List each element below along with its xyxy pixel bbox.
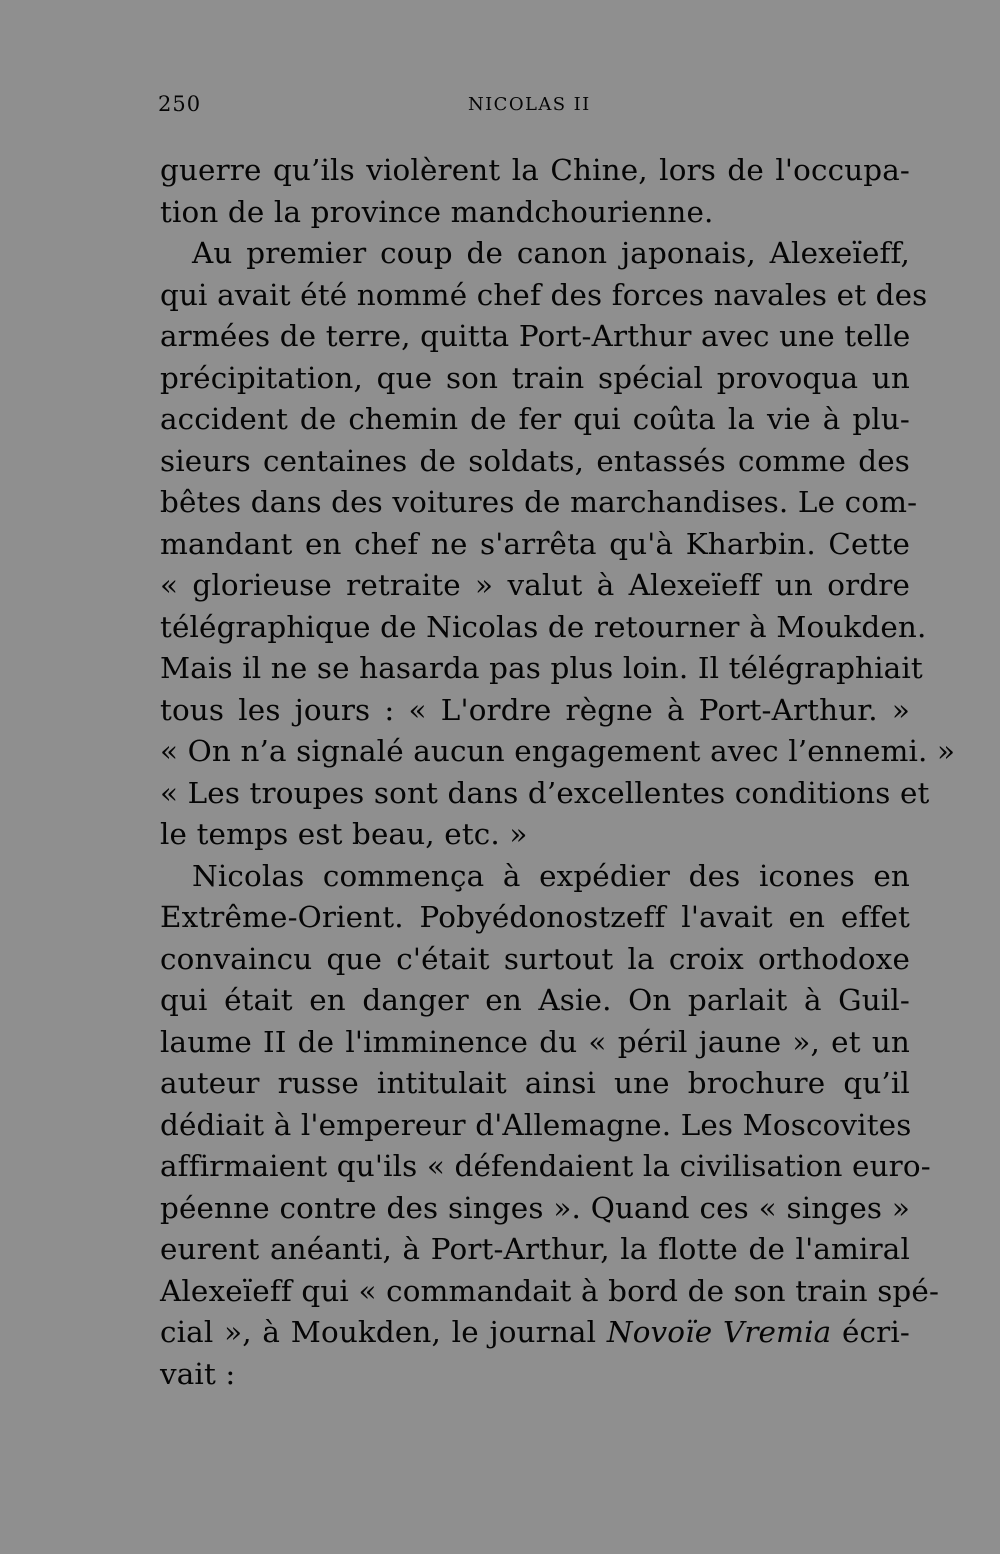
text-line: précipitation, que son train spécial provoqua un [160,360,910,395]
running-head [158,92,910,122]
text-line: qui avait été nommé chef des forces navales et des [160,277,928,312]
text-line: dédiait à l'empereur d'Allemagne. Les Moscovites [160,1107,912,1142]
text-line: laume II de l'imminence du « péril jaune », et un [160,1024,910,1059]
page-number: 250 [158,92,202,116]
text-line: Mais il ne se hasarda pas plus loin. Il télégraphiait [160,651,923,685]
text-line: « On n’a signalé aucun engagement avec l’ennemi. » [160,734,956,768]
text-line: « glorieuse retraite » valut à Alexeïeff un ordre [160,568,910,602]
text-fragment: cial », à Moukden, le journal [160,1315,597,1349]
text-line: sieurs centaines de soldats, entassés comme des [160,443,910,478]
text-line: auteur russe intitulait ainsi une brochure qu’il [160,1066,910,1100]
text-fragment: écri- [842,1315,910,1349]
body-text [160,150,956,1395]
text-line: tous les jours : « L'ordre règne à Port-Arthur. » [160,692,910,727]
text-line: bêtes dans des voitures de marchandises. Le com- [160,485,918,519]
text-line: qui était en danger en Asie. On parlait à Guil- [160,983,910,1017]
text-line: le temps est beau, etc. » [160,817,528,851]
text-line: péenne contre des singes ». Quand ces « singes » [160,1190,910,1225]
text-line: mandant en chef ne s'arrêta qu'à Kharbin. Cette [160,526,910,561]
running-title: NICOLAS II [468,94,591,115]
text-line: télégraphique de Nicolas de retourner à Moukden. [160,609,927,644]
text-line: convaincu que c'était surtout la croix orthodoxe [160,941,910,976]
text-line: Nicolas commença à expédier des icones en [192,858,910,893]
text-line-with-italic [160,1312,910,1354]
text-line: armées de terre, quitta Port-Arthur avec une telle [160,319,911,353]
text-line: Extrême-Orient. Pobyédonostzeff l'avait en effet [160,900,910,934]
text-line: tion de la province mandchourienne. [160,194,714,229]
text-line: Au premier coup de canon japonais, Alexeïeff, [192,236,910,270]
text-line: guerre qu’ils violèrent la Chine, lors de l'occupa- [160,153,910,187]
text-line: Alexeïeff qui « commandait à bord de son train spé- [160,1273,940,1308]
text-line: « Les troupes sont dans d’excellentes conditions et [160,775,930,810]
text-line: vait : [160,1356,236,1391]
text-line: eurent anéanti, à Port-Arthur, la flotte de l'amiral [160,1232,910,1266]
text-line: affirmaient qu'ils « défendaient la civilisation euro- [160,1149,931,1183]
text-line: accident de chemin de fer qui coûta la vie à plu- [160,402,910,436]
newspaper-title: Novoïe Vremia [606,1315,832,1349]
